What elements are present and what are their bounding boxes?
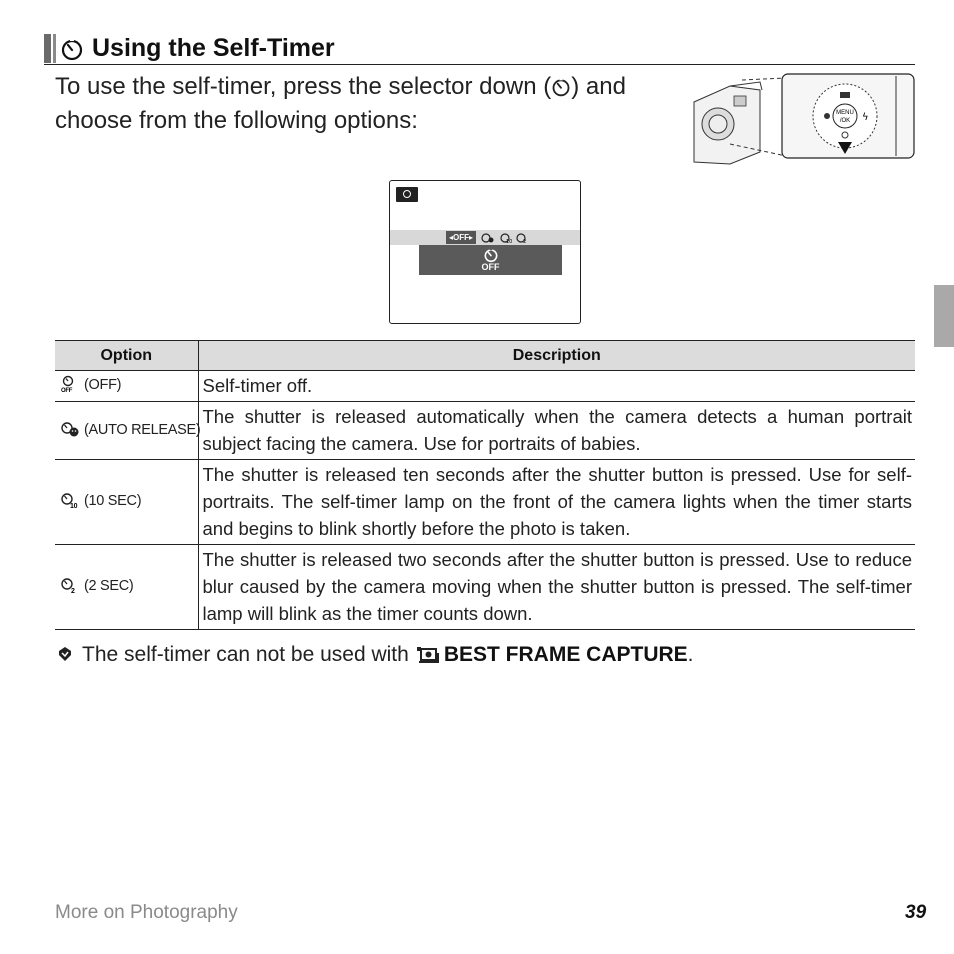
footer-section-name: More on Photography [55, 902, 238, 923]
self-timer-icon [483, 247, 499, 263]
page-number: 39 [905, 902, 927, 923]
note-line [57, 641, 694, 669]
intro-text-end: ) and choose from the following options: [55, 73, 626, 134]
menu-button-label: MENU [836, 110, 854, 116]
description-column-header: Description [198, 341, 915, 371]
chapter-tab [934, 285, 954, 347]
note-feature-name: BEST FRAME CAPTURE [443, 643, 688, 666]
self-timer-icon [60, 37, 84, 61]
timer-off-icon [59, 375, 81, 393]
description-cell: Self-timer off. [198, 371, 915, 402]
selected-option-label: OFF [481, 262, 500, 272]
table-row [55, 371, 915, 402]
option-column-header: Option [55, 341, 198, 371]
selected-option-display [419, 245, 562, 275]
svg-text:10: 10 [506, 239, 513, 244]
intro-paragraph [55, 70, 680, 138]
description-cell: The shutter is released ten seconds after the shutter button is pressed. Use for self-portraits. The self-timer lamp on the front of the camera lights when the timer starts and begins to blink shortly before the photo is taken. [198, 460, 915, 545]
note-text: The self-timer can not be used with [82, 643, 409, 666]
svg-text:2: 2 [71, 588, 75, 594]
note-end: . [687, 643, 694, 666]
strip-timer-icons [480, 231, 540, 244]
header-marker [44, 34, 58, 63]
description-cell: The shutter is released automatically when the camera detects a human portrait subject facing the camera. Use for portraits of babies. [198, 402, 915, 460]
timer-2-sec-icon [59, 576, 81, 594]
table-row [55, 402, 915, 460]
svg-text:ϟ: ϟ [862, 112, 869, 123]
lcd-screen [389, 180, 581, 324]
page-title: Using the Self-Timer [92, 34, 335, 62]
self-timer-option-strip [390, 230, 580, 245]
timer-10-sec-icon [59, 491, 81, 509]
svg-text:2: 2 [523, 239, 527, 244]
strip-option-off: ◂OFF▸ [446, 231, 476, 244]
svg-text:10: 10 [70, 503, 78, 509]
camera-mode-icon [396, 187, 418, 202]
self-timer-icon [551, 77, 571, 97]
option-cell: 10 (10 SEC) [55, 460, 198, 545]
option-cell: OFF (OFF) [55, 371, 198, 402]
intro-text-start: To use the self-timer, press the selector down ( [55, 73, 552, 100]
table-row [55, 460, 915, 545]
table-row [55, 545, 915, 630]
option-cell: 2 (2 SEC) [55, 545, 198, 630]
option-cell: (AUTO RELEASE) [55, 402, 198, 460]
best-frame-capture-icon [415, 644, 441, 664]
note-icon [57, 646, 73, 662]
description-cell: The shutter is released two seconds after the shutter button is pressed. Use to reduce blur caused by the camera moving when the shutter button is pressed. The self-timer lamp will blink as the timer counts down. [198, 545, 915, 630]
ok-button-label: /OK [839, 118, 851, 124]
section-header [44, 34, 915, 65]
options-table [55, 340, 915, 630]
camera-selector-illustration [690, 72, 916, 168]
timer-auto-release-icon [59, 420, 81, 438]
svg-text:OFF: OFF [61, 388, 73, 393]
table-header-row [55, 341, 915, 371]
